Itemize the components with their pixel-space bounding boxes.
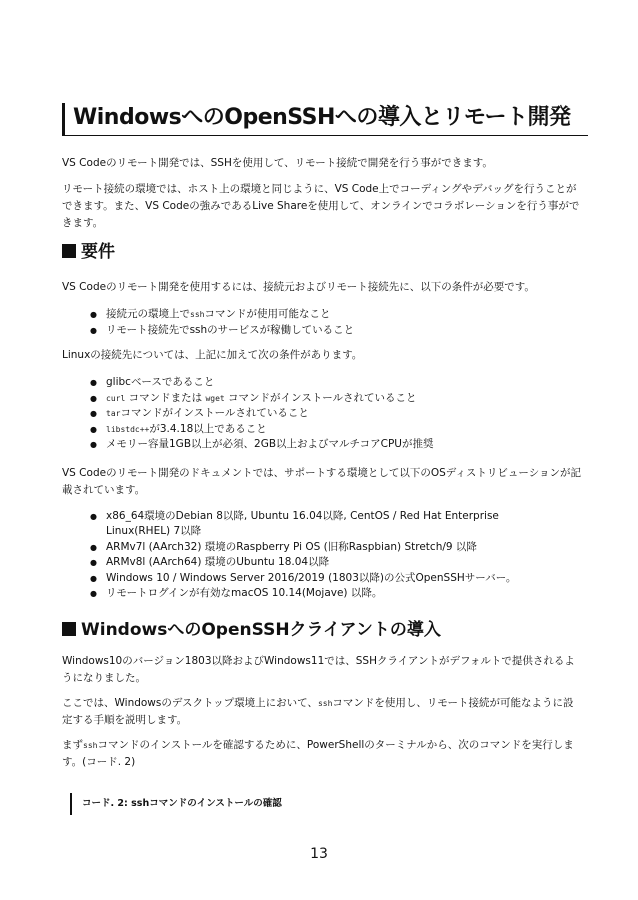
- section-heading-label: WindowsへのOpenSSHクライアントの導入: [81, 620, 441, 640]
- linux-requirements-list: [90, 375, 570, 453]
- square-bullet-icon: [62, 622, 76, 636]
- section-heading-openssh-client: [62, 619, 441, 641]
- os-paragraph: VS Codeのリモート開発のドキュメントでは、サポートする環境として以下のOSディストリビューションが記載されています。: [62, 467, 581, 496]
- list-item: ● glibcベースであること: [90, 375, 570, 390]
- list-item: ● Windows 10 / Windows Server 2016/2019 (1803以降)の公式OpenSSHサーバー。: [90, 571, 570, 586]
- code-caption: コード. 2: sshコマンドのインストールの確認: [70, 793, 282, 815]
- linux-paragraph: Linuxの接続先については、上記に加えて次の条件があります。: [62, 349, 363, 361]
- list-item: ● x86_64環境のDebian 8以降, Ubuntu 16.04以降, CentOS / Red Hat Enterprise Linux(RHEL) 7以降: [90, 509, 516, 539]
- openssh-paragraph-1: Windows10のバージョン1803以降およびWindows11では、SSHクライアントがデフォルトで提供されるようになりました。: [62, 655, 575, 684]
- requirements-paragraph: VS Codeのリモート開発を使用するには、接続元およびリモート接続先に、以下の条件が必要です。: [62, 281, 535, 293]
- intro-paragraph-2: リモート接続の環境では、ホスト上の環境と同じように、VS Code上でコーディングやデバッグを行うことができます。また、VS Codeの強みであるLive Shareを使用して、オンラインでコラボレーションを行う事ができます。: [62, 183, 580, 229]
- list-item: ● リモートログインが有効なmacOS 10.14(Mojave) 以降。: [90, 586, 570, 601]
- section-heading-requirements: [62, 241, 115, 263]
- list-item: ● メモリー容量1GB以上が必須、2GB以上およびマルチコアCPUが推奨: [90, 437, 570, 452]
- list-item: ● リモート接続先でsshのサービスが稼働していること: [90, 323, 570, 338]
- intro-paragraph-1: VS Codeのリモート開発では、SSHを使用して、リモート接続で開発を行う事ができます。: [62, 157, 493, 169]
- list-item: ● libstdc++が3.4.18以上であること: [90, 422, 570, 437]
- list-item: ● 接続元の環境上でsshコマンドが使用可能なこと: [90, 307, 570, 322]
- os-list: [90, 509, 570, 602]
- list-item: ● ARMv8l (AArch64) 環境のUbuntu 18.04以降: [90, 555, 570, 570]
- page-title: WindowsへのOpenSSHへの導入とリモート開発: [62, 103, 588, 136]
- square-bullet-icon: [62, 244, 76, 258]
- list-item: ● tarコマンドがインストールされていること: [90, 406, 570, 421]
- page-number: 13: [310, 846, 328, 862]
- requirements-list: [90, 307, 570, 338]
- openssh-paragraph-2: ここでは、Windowsのデスクトップ環境上において、sshコマンドを使用し、リモート接続が可能なように設定する手順を説明します。: [62, 697, 574, 726]
- list-item: ● curl コマンドまたは wget コマンドがインストールされていること: [90, 391, 570, 406]
- list-item: ● ARMv7l (AArch32) 環境のRaspberry Pi OS (旧称Raspbian) Stretch/9 以降: [90, 540, 570, 555]
- openssh-paragraph-3: まずsshコマンドのインストールを確認するために、PowerShellのターミナルから、次のコマンドを実行します。(コード. 2): [62, 739, 574, 768]
- section-heading-label: 要件: [81, 242, 115, 262]
